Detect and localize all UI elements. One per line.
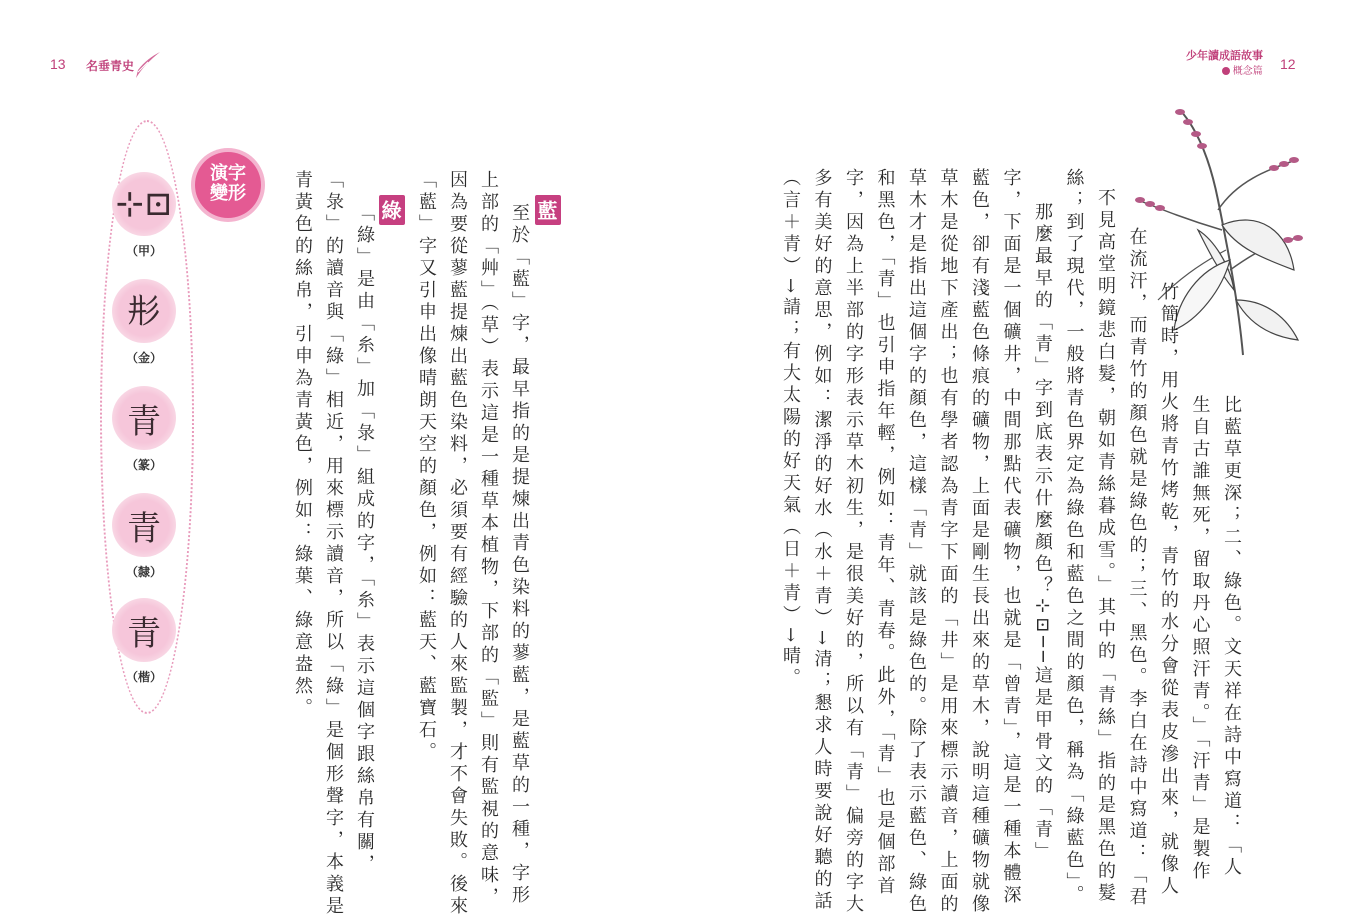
character-form-label: （楷） [125, 670, 162, 684]
page-number-right: 12 [1280, 56, 1296, 72]
text-column: 「綠」是由「糸」加「彔」組成的字，「糸」表示這個字跟絲帛有關， [354, 203, 375, 876]
page-number-left: 13 [50, 56, 66, 72]
text-column: 「藍」字又引申出像晴朗天空的顏色，例如：藍天、藍寶石。 [416, 170, 437, 764]
running-head-right: 少年讀成語故事 [1186, 50, 1263, 62]
character-form-label: （隸） [125, 565, 162, 579]
text-column: 草木是從地下產出；也有學者認為青字下面的「井」是用來標示讀音，上面的 [937, 168, 959, 916]
text-column: 字，因為上半部的字形表示草木初生，是很美好的，所以有「青」偏旁的字大 [843, 168, 864, 916]
section-heading-lu: 綠 [379, 195, 405, 225]
text-column: 比藍草更深；二、綠色。文天祥在詩中寫道：「人 [1221, 395, 1242, 879]
text-column: 生自古誰無死，留取丹心照汗青。」「汗青」是製作 [1189, 395, 1211, 883]
text-column: 多有美好的意思，例如：潔淨的好水（水＋青）→清；懇求人時要說好聽的話 [811, 168, 833, 914]
badge-line2: 變形 [210, 183, 246, 204]
character-form-label: （篆） [125, 458, 162, 472]
text-column: 在流汗，而青竹的顏色就是綠色的；三、黑色。李白在詩中寫道：「君 [1126, 227, 1148, 909]
character-form-label: （金） [125, 351, 162, 365]
text-column: 因為要從蓼藍提煉出藍色染料，必須要有經驗的人來監製，才不會失敗。後來 [447, 170, 468, 918]
character-form-glyph: 𢒈 [112, 279, 176, 343]
text-column: 那麼最早的「青」字到底表示什麼顏色？⊹⊡──這是甲骨文的「青」 [1032, 202, 1053, 864]
text-column: 「彔」的讀音與「綠」相近，用來標示讀音，所以「綠」是個形聲字，本義是 [323, 170, 344, 918]
text-column: （言＋青）→請；有大太陽的好天氣（日＋青）→晴。 [780, 168, 801, 691]
sub-dot-icon [1222, 67, 1230, 75]
text-column: 至於「藍」字，最早指的是提煉出青色染料的蓼藍，是藍草的一種，字形 [509, 203, 530, 907]
text-column: 藍色，卻有淺藍色條痕的礦物，上面是剛生長出來的草木，說明這種礦物就像 [969, 168, 990, 916]
feather-ornament [132, 50, 162, 80]
character-form-glyph: 青 [112, 598, 176, 662]
text-column: 青黃色的絲帛，引申為青黃色，例如：綠葉、綠意盎然。 [292, 170, 313, 720]
character-form-glyph: ⊹⊡ [112, 172, 176, 236]
text-column: 上部的「艸」（草）表示這是一種草本植物，下部的「監」則有監視的意味， [478, 170, 499, 909]
running-sub-text: 概念篇 [1232, 66, 1263, 77]
text-column: 絲；到了現代，一般將青色界定為綠色和藍色之間的顏色，稱為「綠藍色」。 [1063, 168, 1085, 907]
text-column: 竹簡時，用火將青竹烤乾，青竹的水分會從表皮滲出來，就像人 [1158, 282, 1179, 898]
running-sub-right [1222, 62, 1263, 77]
character-form-glyph: 青 [112, 386, 176, 450]
text-column: 草木才是指出這個字的顏色，這樣「青」就該是綠色的。除了表示藍色、綠色 [906, 168, 927, 916]
text-column: 不見高堂明鏡悲白髮，朝如青絲暮成雪。」其中的「青絲」指的是黑色的髮 [1095, 188, 1116, 905]
running-head-left: 名垂青史 [86, 59, 135, 73]
badge-zi-bian-xing [195, 152, 261, 218]
character-form-glyph: 青 [112, 493, 176, 557]
text-column: 和黑色，「青」也引申指年輕，例如：青年、青春。此外，「青」也是個部首 [874, 168, 896, 898]
section-heading-lan: 藍 [535, 195, 561, 225]
character-form-label: （甲） [125, 244, 162, 258]
text-column: 字，下面是一個礦井，中間那點代表礦物，也就是「曾青」，這是一種本體深 [1000, 168, 1022, 907]
badge-line1: 演字 [210, 163, 246, 184]
